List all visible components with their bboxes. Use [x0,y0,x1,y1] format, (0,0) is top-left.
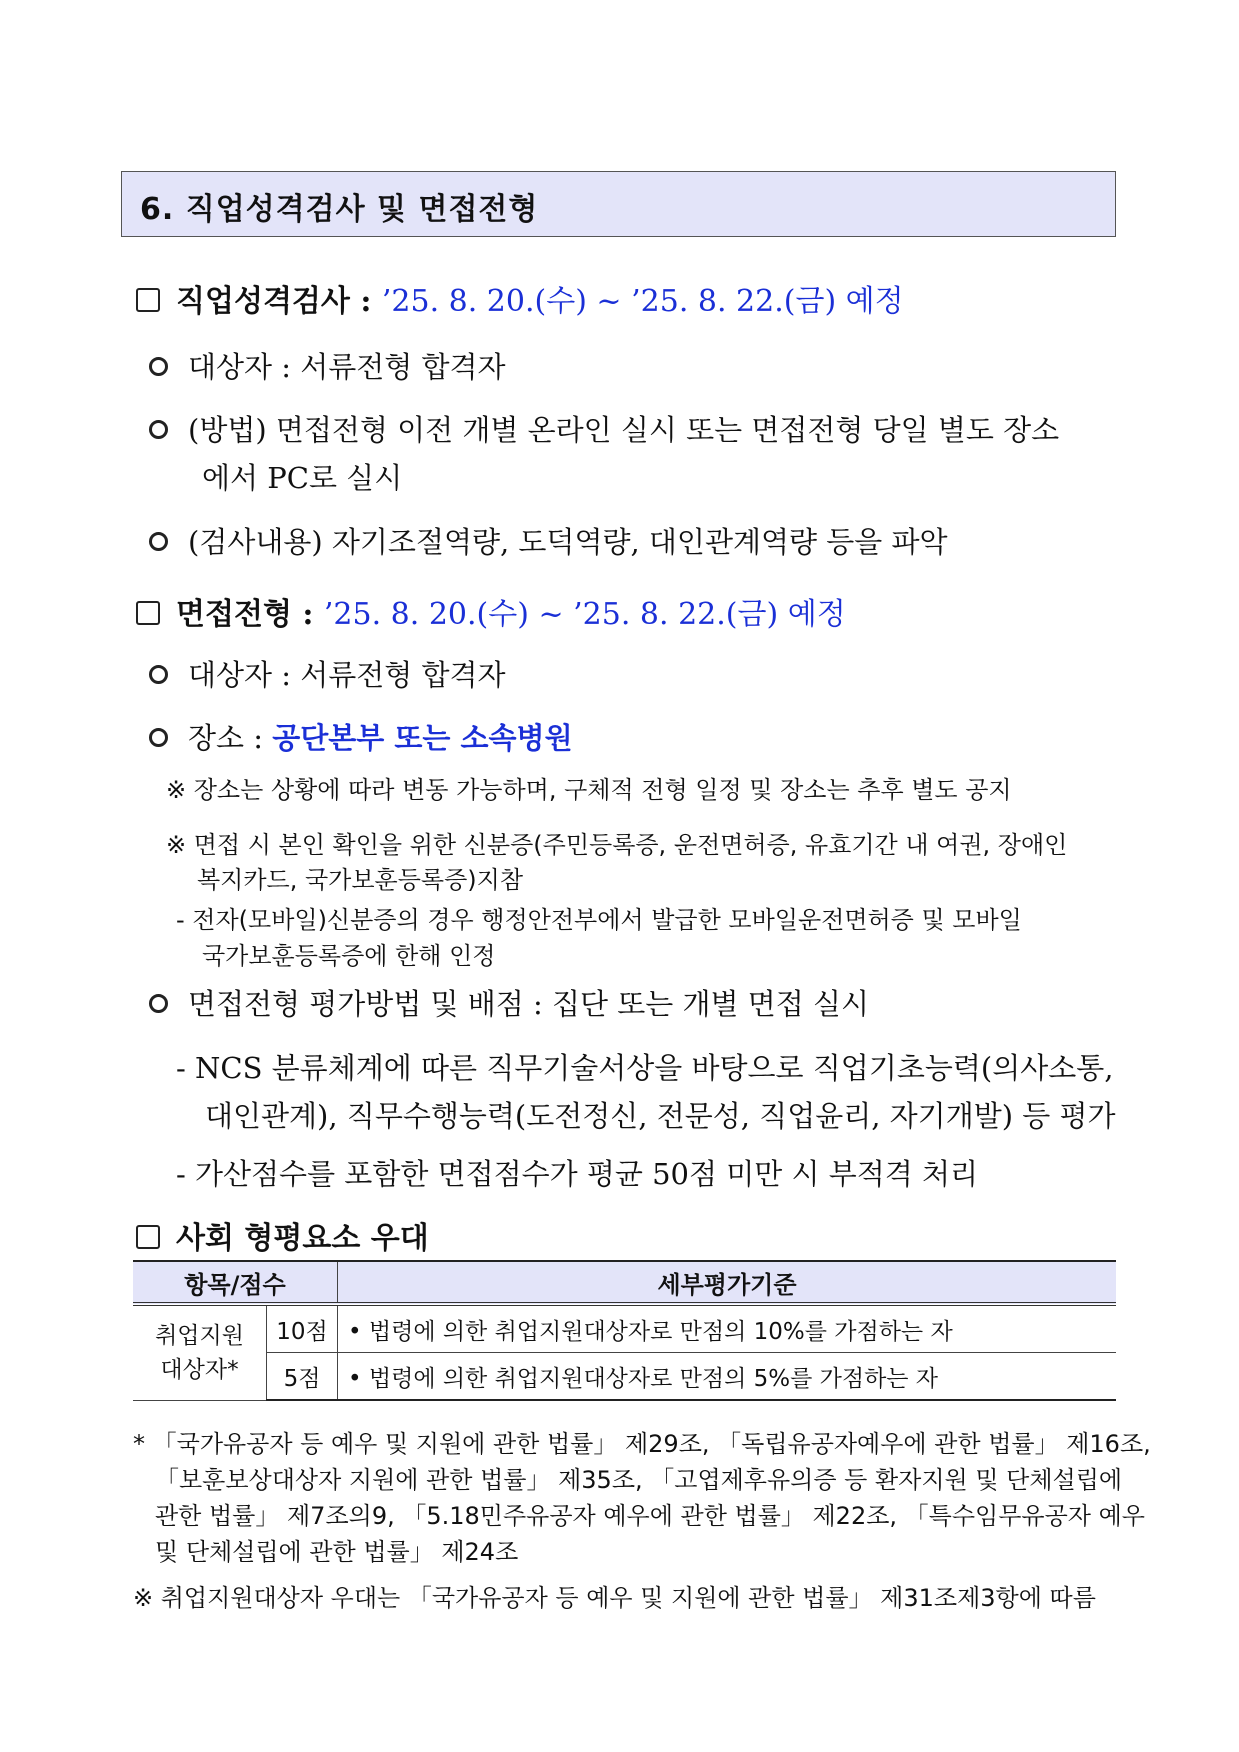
table-header-item: 항목/점수 [133,1261,338,1304]
interview-place: 장소 : 공단본부 또는 소속병원 [149,716,573,757]
method-detail-ncs: - NCS 분류체계에 따른 직무기술서상을 바탕으로 직업기초능력(의사소통, [176,1051,1114,1085]
checkbox-square-icon [136,288,160,312]
interview-target: 대상자 : 서류전형 합격자 [149,653,506,694]
circle-bullet-icon [149,532,168,551]
note-mobile-id-cont: 국가보훈등록증에 한해 인정 [202,942,496,970]
bonus-score-table [133,1260,1116,1401]
table-row [133,1353,1116,1401]
circle-bullet-icon [149,665,168,684]
table-criteria: • 법령에 의한 취업지원대상자로 만점의 5%를 가점하는 자 [338,1353,1117,1401]
table-header-criteria: 세부평가기준 [338,1261,1117,1304]
circle-bullet-icon [149,420,168,439]
aptitude-method: (방법) 면접전형 이전 개별 온라인 실시 또는 면접전형 당일 별도 장소 [149,408,1059,449]
checkbox-square-icon [136,1225,160,1249]
interview-method: 면접전형 평가방법 및 배점 : 집단 또는 개별 면접 실시 [149,982,869,1023]
table-criteria: • 법령에 의한 취업지원대상자로 만점의 10%를 가점하는 자 [338,1304,1117,1353]
circle-bullet-icon [149,357,168,376]
interview-heading: 면접전형 : ’25. 8. 20.(수) ~ ’25. 8. 22.(금) 예정 [136,589,846,633]
table-row [133,1304,1116,1353]
footnote-line-3: 관한 법률」 제7조의9, 「5.18민주유공자 예우에 관한 법률」 제22조, 「특수임무유공자 예우 [155,1502,1145,1530]
footnote-line-1: * 「국가유공자 등 예우 및 지원에 관한 법률」 제29조, 「독립유공자예우에 관한 법률」 제16조, [133,1430,1151,1458]
social-heading: 사회 형평요소 우대 [136,1213,429,1257]
interview-place-value: 공단본부 또는 소속병원 [272,721,573,755]
aptitude-schedule: ’25. 8. 20.(수) ~ ’25. 8. 22.(금) 예정 [381,284,904,319]
aptitude-method-cont: 에서 PC로 실시 [202,461,403,495]
note-id-required: ※ 면접 시 본인 확인을 위한 신분증(주민등록증, 운전면허증, 유효기간 내 여권, 장애인 [166,831,1068,859]
note-id-required-cont: 복지카드, 국가보훈등록증)지참 [197,866,524,894]
final-note: ※ 취업지원대상자 우대는 「국가유공자 등 예우 및 지원에 관한 법률」 제31조제3항에 따름 [133,1584,1096,1612]
method-detail-cutoff: - 가산점수를 포함한 면접점수가 평균 50점 미만 시 부적격 처리 [176,1157,979,1191]
section-header-box [121,171,1116,237]
table-score: 5점 [267,1353,338,1401]
interview-label: 면접전형 [176,597,292,632]
circle-bullet-icon [149,728,168,747]
table-category: 취업지원 대상자* [133,1304,267,1400]
section-title: 6. 직업성격검사 및 면접전형 [140,192,539,227]
aptitude-target: 대상자 : 서류전형 합격자 [149,345,506,386]
checkbox-square-icon [136,601,160,625]
aptitude-content: (검사내용) 자기조절역량, 도덕역량, 대인관계역량 등을 파악 [149,520,948,561]
note-mobile-id: - 전자(모바일)신분증의 경우 행정안전부에서 발급한 모바일운전면허증 및 모바일 [176,906,1022,934]
footnote-line-2: 「보훈보상대상자 지원에 관한 법률」 제35조, 「고엽제후유의증 등 환자지원 및 단체설립에 [155,1466,1123,1494]
method-detail-ncs-cont: 대인관계), 직무수행능력(도전정신, 전문성, 직업윤리, 자기개발) 등 평가 [205,1099,1116,1133]
interview-schedule: ’25. 8. 20.(수) ~ ’25. 8. 22.(금) 예정 [323,597,846,632]
circle-bullet-icon [149,994,168,1013]
footnote-line-4: 및 단체설립에 관한 법률」 제24조 [155,1538,519,1566]
table-score: 10점 [267,1304,338,1353]
aptitude-heading: 직업성격검사 : ’25. 8. 20.(수) ~ ’25. 8. 22.(금) 예정 [136,276,904,320]
note-place-change: ※ 장소는 상황에 따라 변동 가능하며, 구체적 전형 일정 및 장소는 추후 별도 공지 [166,776,1012,804]
aptitude-label: 직업성격검사 [176,284,350,319]
